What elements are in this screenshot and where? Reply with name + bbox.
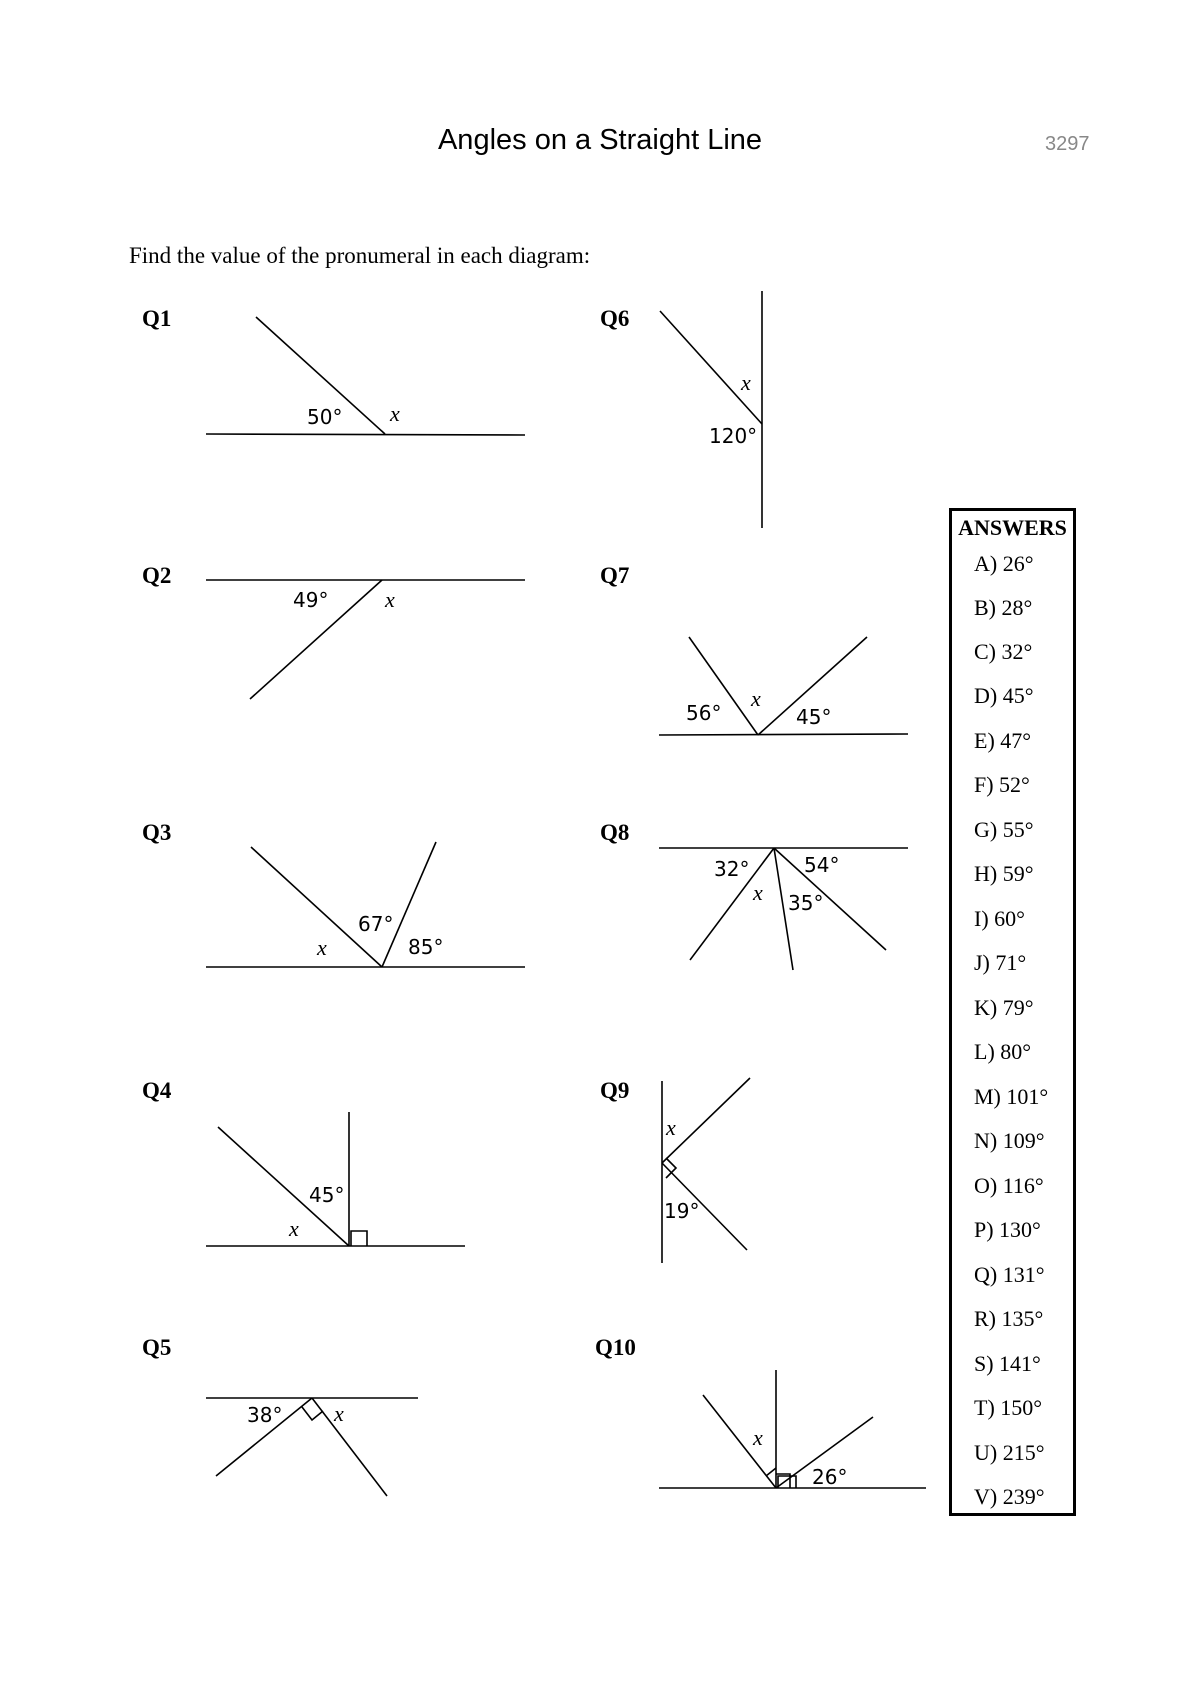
answer-option: M) 101° [974,1084,1049,1109]
answer-option: S) 141° [974,1351,1041,1376]
angle-label: 56° [686,701,722,725]
unknown-angle: x [666,1115,676,1140]
question-label: Q9 [600,1078,630,1103]
worksheet-code: 3297 [1045,133,1090,155]
answer-option: A) 26° [974,551,1034,576]
angle-label: 26° [812,1465,848,1489]
answer-option: D) 45° [974,683,1034,708]
angle-label: 32° [714,857,750,881]
answer-option: B) 28° [974,595,1033,620]
unknown-angle: x [385,587,395,612]
unknown-angle: x [741,370,751,395]
right-angle-marker [766,1468,776,1476]
right-angle-marker [778,1476,796,1488]
question-9 [600,1078,750,1263]
angle-label: 19° [664,1199,700,1223]
angle-label: 50° [307,405,343,429]
angle-label: 45° [796,705,832,729]
question-4 [142,1078,465,1246]
straight-line [206,434,525,435]
straight-line [659,734,908,735]
answer-option: R) 135° [974,1306,1044,1331]
answer-option: C) 32° [974,639,1033,664]
question-label: Q3 [142,820,172,845]
ray [703,1395,776,1488]
unknown-angle: x [753,880,763,905]
ray [312,1398,387,1496]
answer-option: P) 130° [974,1217,1041,1242]
unknown-angle: x [317,935,327,960]
angle-label: 67° [358,912,394,936]
question-8 [600,820,908,970]
angle-label: 85° [408,935,444,959]
question-label: Q6 [600,306,630,331]
answers-box [949,508,1076,1516]
answer-option: E) 47° [974,728,1032,753]
unknown-angle: x [390,401,400,426]
question-label: Q7 [600,563,630,588]
answer-option: K) 79° [974,995,1034,1020]
angle-label: 35° [788,891,824,915]
question-1 [142,306,525,435]
question-6 [600,291,762,528]
answer-option: N) 109° [974,1128,1045,1153]
question-label: Q2 [142,563,172,588]
unknown-angle: x [751,686,761,711]
ray [660,311,762,424]
question-label: Q5 [142,1335,172,1360]
answer-option: L) 80° [974,1039,1032,1064]
unknown-angle: x [334,1401,344,1426]
question-label: Q10 [595,1335,636,1360]
unknown-angle: x [753,1425,763,1450]
question-10 [595,1335,926,1489]
angle-label: 120° [709,424,758,448]
angle-label: 54° [804,853,840,877]
page-title: Angles on a Straight Line [437,124,763,156]
answer-option: H) 59° [974,861,1034,886]
question-label: Q4 [142,1078,172,1103]
instructions: Find the value of the pronumeral in each diagram: [129,243,591,268]
answer-option: T) 150° [974,1395,1043,1420]
answer-option: V) 239° [974,1484,1045,1509]
question-2 [142,563,525,699]
answer-option: J) 71° [974,950,1027,975]
angle-label: 38° [247,1403,283,1427]
question-3 [142,820,525,967]
answer-option: I) 60° [974,906,1025,931]
unknown-angle: x [289,1216,299,1241]
question-label: Q8 [600,820,630,845]
question-label: Q1 [142,306,172,331]
answers-heading: ANSWERS [958,515,1067,540]
answer-option: F) 52° [974,772,1030,797]
answer-option: O) 116° [974,1173,1044,1198]
right-angle-marker [351,1231,367,1246]
angle-label: 49° [293,588,329,612]
answer-option: U) 215° [974,1440,1045,1465]
question-7 [600,563,908,735]
angle-label: 45° [309,1183,345,1207]
answer-option: G) 55° [974,817,1034,842]
answer-option: Q) 131° [974,1262,1045,1287]
question-5 [142,1335,418,1496]
